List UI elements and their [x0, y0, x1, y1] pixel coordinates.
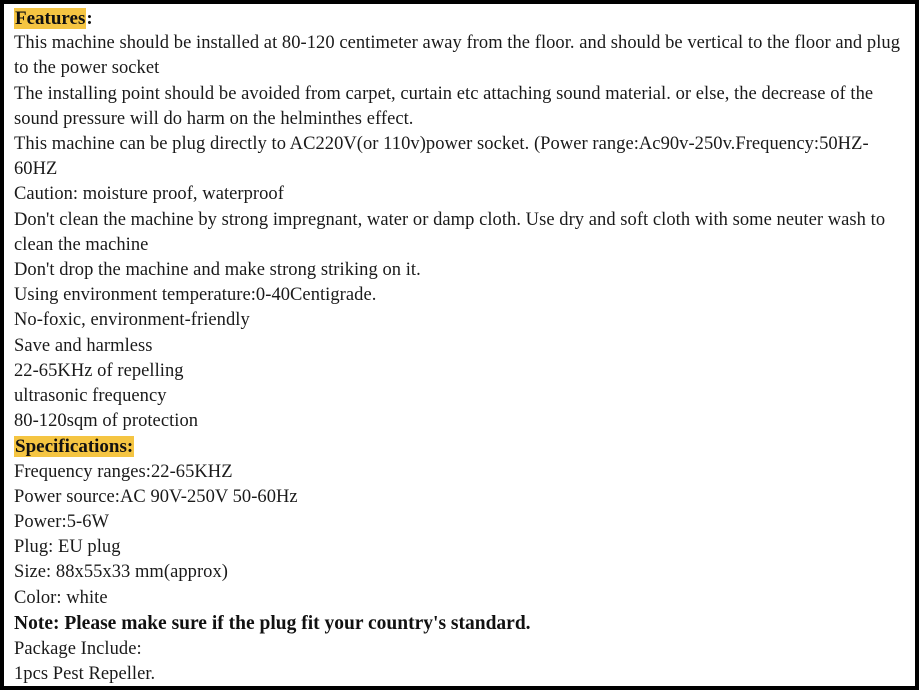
features-heading-suffix: :	[86, 8, 93, 29]
specifications-line: Color: white	[14, 587, 108, 608]
features-line: No-foxic, environment-friendly	[14, 310, 250, 331]
features-line: Caution: moisture proof, waterproof	[14, 184, 284, 205]
features-line: 22-65KHz of repelling	[14, 360, 184, 381]
features-line: This machine can be plug directly to AC220V(or 110v)power socket. (Power range:Ac90v-250v.Frequency:50HZ-60HZ	[14, 134, 869, 180]
features-section	[14, 6, 905, 434]
specifications-heading-text: Specifications:	[15, 436, 134, 458]
note-text: Note: Please make sure if the plug fit your country's standard.	[14, 612, 531, 634]
package-section	[14, 637, 905, 686]
specifications-line: Power:5-6W	[14, 512, 110, 533]
features-line: 80-120sqm of protection	[14, 411, 199, 432]
features-line: Using environment temperature:0-40Centigrade.	[14, 285, 377, 306]
features-line: Don't drop the machine and make strong striking on it.	[14, 260, 421, 281]
specifications-section	[14, 434, 905, 610]
features-line: Don't clean the machine by strong impregnant, water or damp cloth. Use dry and soft cloth with some neuter wash to clean the machine	[14, 209, 886, 255]
specifications-line: Frequency ranges:22-65KHZ	[14, 461, 233, 482]
package-heading: Package Include:	[14, 638, 142, 659]
specifications-heading	[14, 434, 905, 459]
specifications-line: Size: 88x55x33 mm(approx)	[14, 562, 228, 583]
package-item: 1pcs Pest Repeller.	[14, 664, 156, 685]
features-heading-text: Features	[15, 8, 86, 29]
features-line: This machine should be installed at 80-120 centimeter away from the floor. and should be vertical to the floor and plug to the power socket	[14, 33, 900, 79]
specifications-line: Power source:AC 90V-250V 50-60Hz	[14, 486, 298, 507]
features-line: The installing point should be avoided from carpet, curtain etc attaching sound material. or else, the decrease of the sound pressure will do harm on the helminthes effect.	[14, 83, 874, 129]
features-line: ultrasonic frequency	[14, 386, 167, 407]
features-heading	[14, 6, 905, 31]
features-line: Save and harmless	[14, 335, 153, 356]
specifications-line: Plug: EU plug	[14, 537, 121, 558]
document-page	[4, 4, 915, 686]
